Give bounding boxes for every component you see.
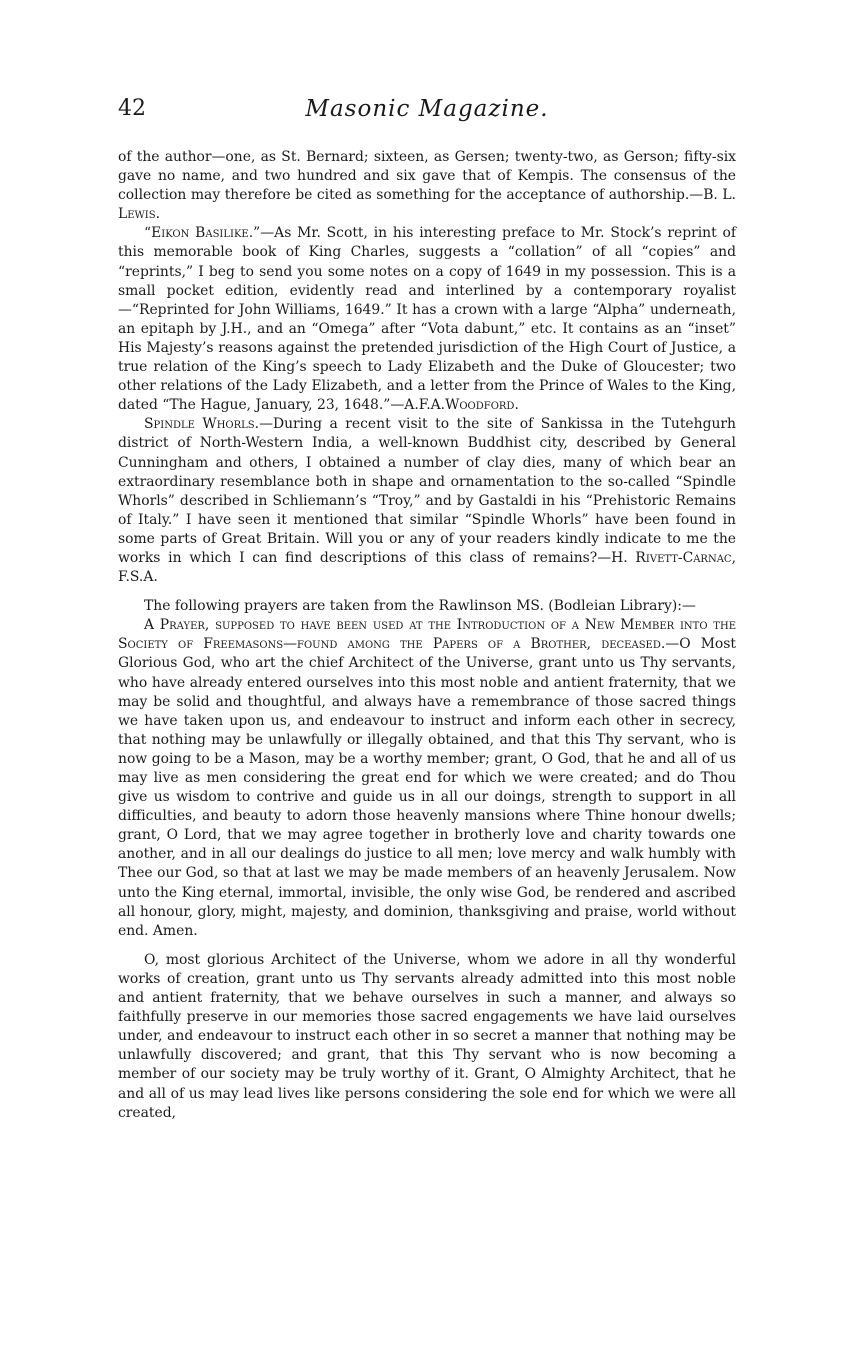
paragraph-spindle-whorls: [118, 415, 736, 587]
paragraph-prayers-intro: [118, 597, 736, 616]
signature: B. L. Lewis.: [118, 187, 736, 223]
paragraph-lead: “Eikon Basilike.”: [144, 225, 261, 242]
paragraph-lead: A Prayer, supposed to have been used at the Introduction of a New Member into the Society of Freemasons—found among the Papers of a Brother, deceased.: [118, 617, 736, 653]
paragraph-eikon-basilike: [118, 224, 736, 415]
paragraph-text: The following prayers are taken from the Rawlinson MS. (Bodleian Library):—: [144, 598, 696, 615]
paragraph-text: O, most glorious Architect of the Universe, whom we adore in all thy wonderful works of creation, grant unto us Thy servants already admitted into this most noble and antient fraternity, that we behave ourselves in such a manner, and always so faithfully preserve in our memories those sacred engagements we have laid ourselves under, and endeavour to instruct each other in so secret a manner that nothing may be unlawfully discovered; and grant, that this Thy servant who is now becoming a member of our society may be truly worthy of it. Grant, O Almighty Architect, that he and all of us may lead lives like persons considering the sole end for which we were all created,: [118, 951, 736, 1121]
paragraph-author-count: [118, 148, 736, 224]
paragraph-lead: Spindle Whorls.: [144, 416, 260, 433]
paragraph-prayer-one: [118, 616, 736, 941]
paragraph-text: —O Most Glorious God, who art the chief Architect of the Universe, grant unto us Thy servants, who have already entered ourselves into this most noble and antient fraternity, that we may be solid and thoughtful, and always have a remembrance of those sacred things we have taken upon us, and endeavour to instruct and inform each other in secrecy, that nothing may be unlawfully or illegally obtained, and that this Thy servant, who is now going to be a Mason, may be a worthy member; grant, O God, that he and all of us may live as men considering the great end for which we were created; and do Thou give us wisdom to contrive and guide us in all our doings, strength to support in all difficulties, and beauty to adorn those heavenly mansions where Thine honour dwells; grant, O Lord, that we may agree together in brotherly love and charity towards one another, and in all our dealings do justice to all men; love mercy and walk humbly with Thee our God, so that at last we may be made members of an heavenly Jerusalem. Now unto the King eternal, immortal, invisible, the only wise God, be rendered and ascribed all honour, glory, might, majesty, and dominion, thanksgiving and praise, world without end. Amen.: [118, 636, 736, 939]
running-title: Masonic Magazine.: [305, 96, 549, 122]
page-number: 42: [118, 96, 146, 121]
paragraph-text: of the author—one, as St. Bernard; sixteen, as Gersen; twenty-two, as Gerson; fifty-six gave no name, and two hundred and six gave that of Kempis. The consensus of the collection may therefore be cited as something for the acceptance of authorship.—: [118, 149, 736, 204]
paragraph-text: —As Mr. Scott, in his interesting preface to Mr. Stock’s reprint of this memorable book of King Charles, suggests a “collation” of all “copies” and “reprints,” I beg to send you some notes on a copy of 1649 in my possession. This is a small pocket edition, evidently read and interlined by a contemporary royalist—“Reprinted for John Williams, 1649.” It has a crown with a large “Alpha” underneath, an epitaph by J.H., and an “Omega” after “Vota dabunt,” etc. It contains as an “inset” His Majesty’s reasons against the pretended jurisdiction of the High Court of Justice, a true relation of the King’s speech to Lady Elizabeth and the Duke of Gloucester; two other relations of the Lady Elizabeth, and a letter from the Prince of Wales to the King, dated “The Hague, January, 23, 1648.”—: [118, 225, 737, 414]
signature: H. Rivett-Carnac, F.S.A.: [118, 549, 736, 586]
article-body: [118, 148, 736, 1123]
signature: A.F.A.Woodford.: [404, 397, 519, 414]
page-header: [118, 96, 736, 132]
paragraph-text: —During a recent visit to the site of Sankissa in the Tutehgurh district of North-Western India, a well-known Buddhist city, described by General Cunningham and others, I obtained a number of clay dies, many of which bear an extraordinary resemblance both in shape and ornamentation to the so-called “Spindle Whorls” described in Schliemann’s “Troy,” and by Gastaldi in his “Prehistoric Remains of Italy.” I have seen it mentioned that similar “Spindle Whorls” have been found in some parts of Great Britain. Will you or any of your readers kindly indicate to me the works in which I can find descriptions of this class of remains?—: [118, 416, 737, 566]
paragraph-prayer-two: [118, 951, 736, 1123]
